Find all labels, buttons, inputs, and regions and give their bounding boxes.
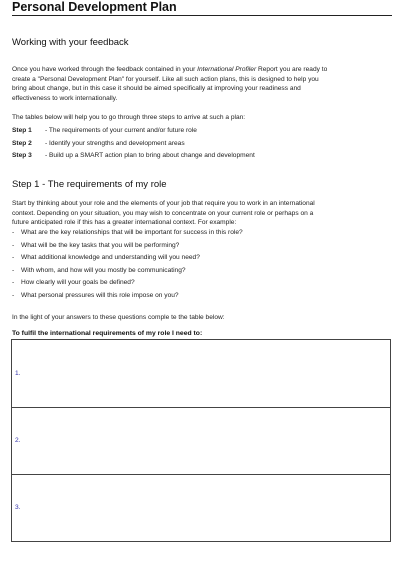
row-number: 1. xyxy=(15,370,21,377)
question-item: - How clearly will your goals be defined? xyxy=(12,279,135,286)
step1-line: Start by thinking about your role and the elements of your job that require you to work in an international xyxy=(12,200,315,207)
row-number: 2. xyxy=(15,437,21,444)
intro-paragraph xyxy=(12,65,387,103)
question-item: - What additional knowledge and understanding will you need? xyxy=(12,254,200,261)
intro-heading: Working with your feedback xyxy=(12,37,129,48)
intro-line: bring about change, but in this case it should be aimed specifically at improving your readiness and xyxy=(12,85,301,93)
step-item: Step 3 - Build up a SMART action plan to bring about change and development xyxy=(12,152,255,159)
tables-intro-text: The tables below will help you to go through three steps to arrive at such a plan: xyxy=(12,114,246,121)
step1-heading: Step 1 - The requirements of my role xyxy=(12,179,167,190)
step1-line: context. Depending on your situation, you may wish to concentrate on your current role or perhaps on a xyxy=(12,209,314,217)
step-item: Step 2 - Identify your strengths and development areas xyxy=(12,139,185,147)
row-number: 3. xyxy=(15,504,21,511)
table-row[interactable] xyxy=(12,475,390,541)
table-row[interactable] xyxy=(12,408,390,475)
requirements-table xyxy=(11,339,391,542)
question-item: - With whom, and how will you mostly be communicating? xyxy=(12,266,186,274)
intro-line: effectiveness to work internationally. xyxy=(12,94,118,102)
question-item: - What personal pressures will this role impose on you? xyxy=(12,291,179,299)
table-caption: To fulfil the international requirements of my role I need to: xyxy=(12,330,203,337)
intro-line: Once you have worked through the feedback contained in your International Profiler Report you are ready to xyxy=(12,66,328,73)
step1-paragraph xyxy=(12,199,387,228)
intro-line: create a "Personal Development Plan" for yourself. Like all such action plans, this is designed to help you xyxy=(12,75,319,83)
question-item: - What will be the key tasks that you will be performing? xyxy=(12,241,180,249)
title-underline xyxy=(12,15,392,16)
step-item: Step 1 - The requirements of your current and/or future role xyxy=(12,127,197,134)
question-item: - What are the key relationships that will be important for success in this role? xyxy=(12,229,243,236)
step1-line: future anticipated role if this has a greater international context. For example: xyxy=(12,219,237,227)
page-title: Personal Development Plan xyxy=(12,0,177,14)
table-row[interactable] xyxy=(12,340,390,408)
instruction-text: In the light of your answers to these questions comple te the table below: xyxy=(12,314,225,321)
